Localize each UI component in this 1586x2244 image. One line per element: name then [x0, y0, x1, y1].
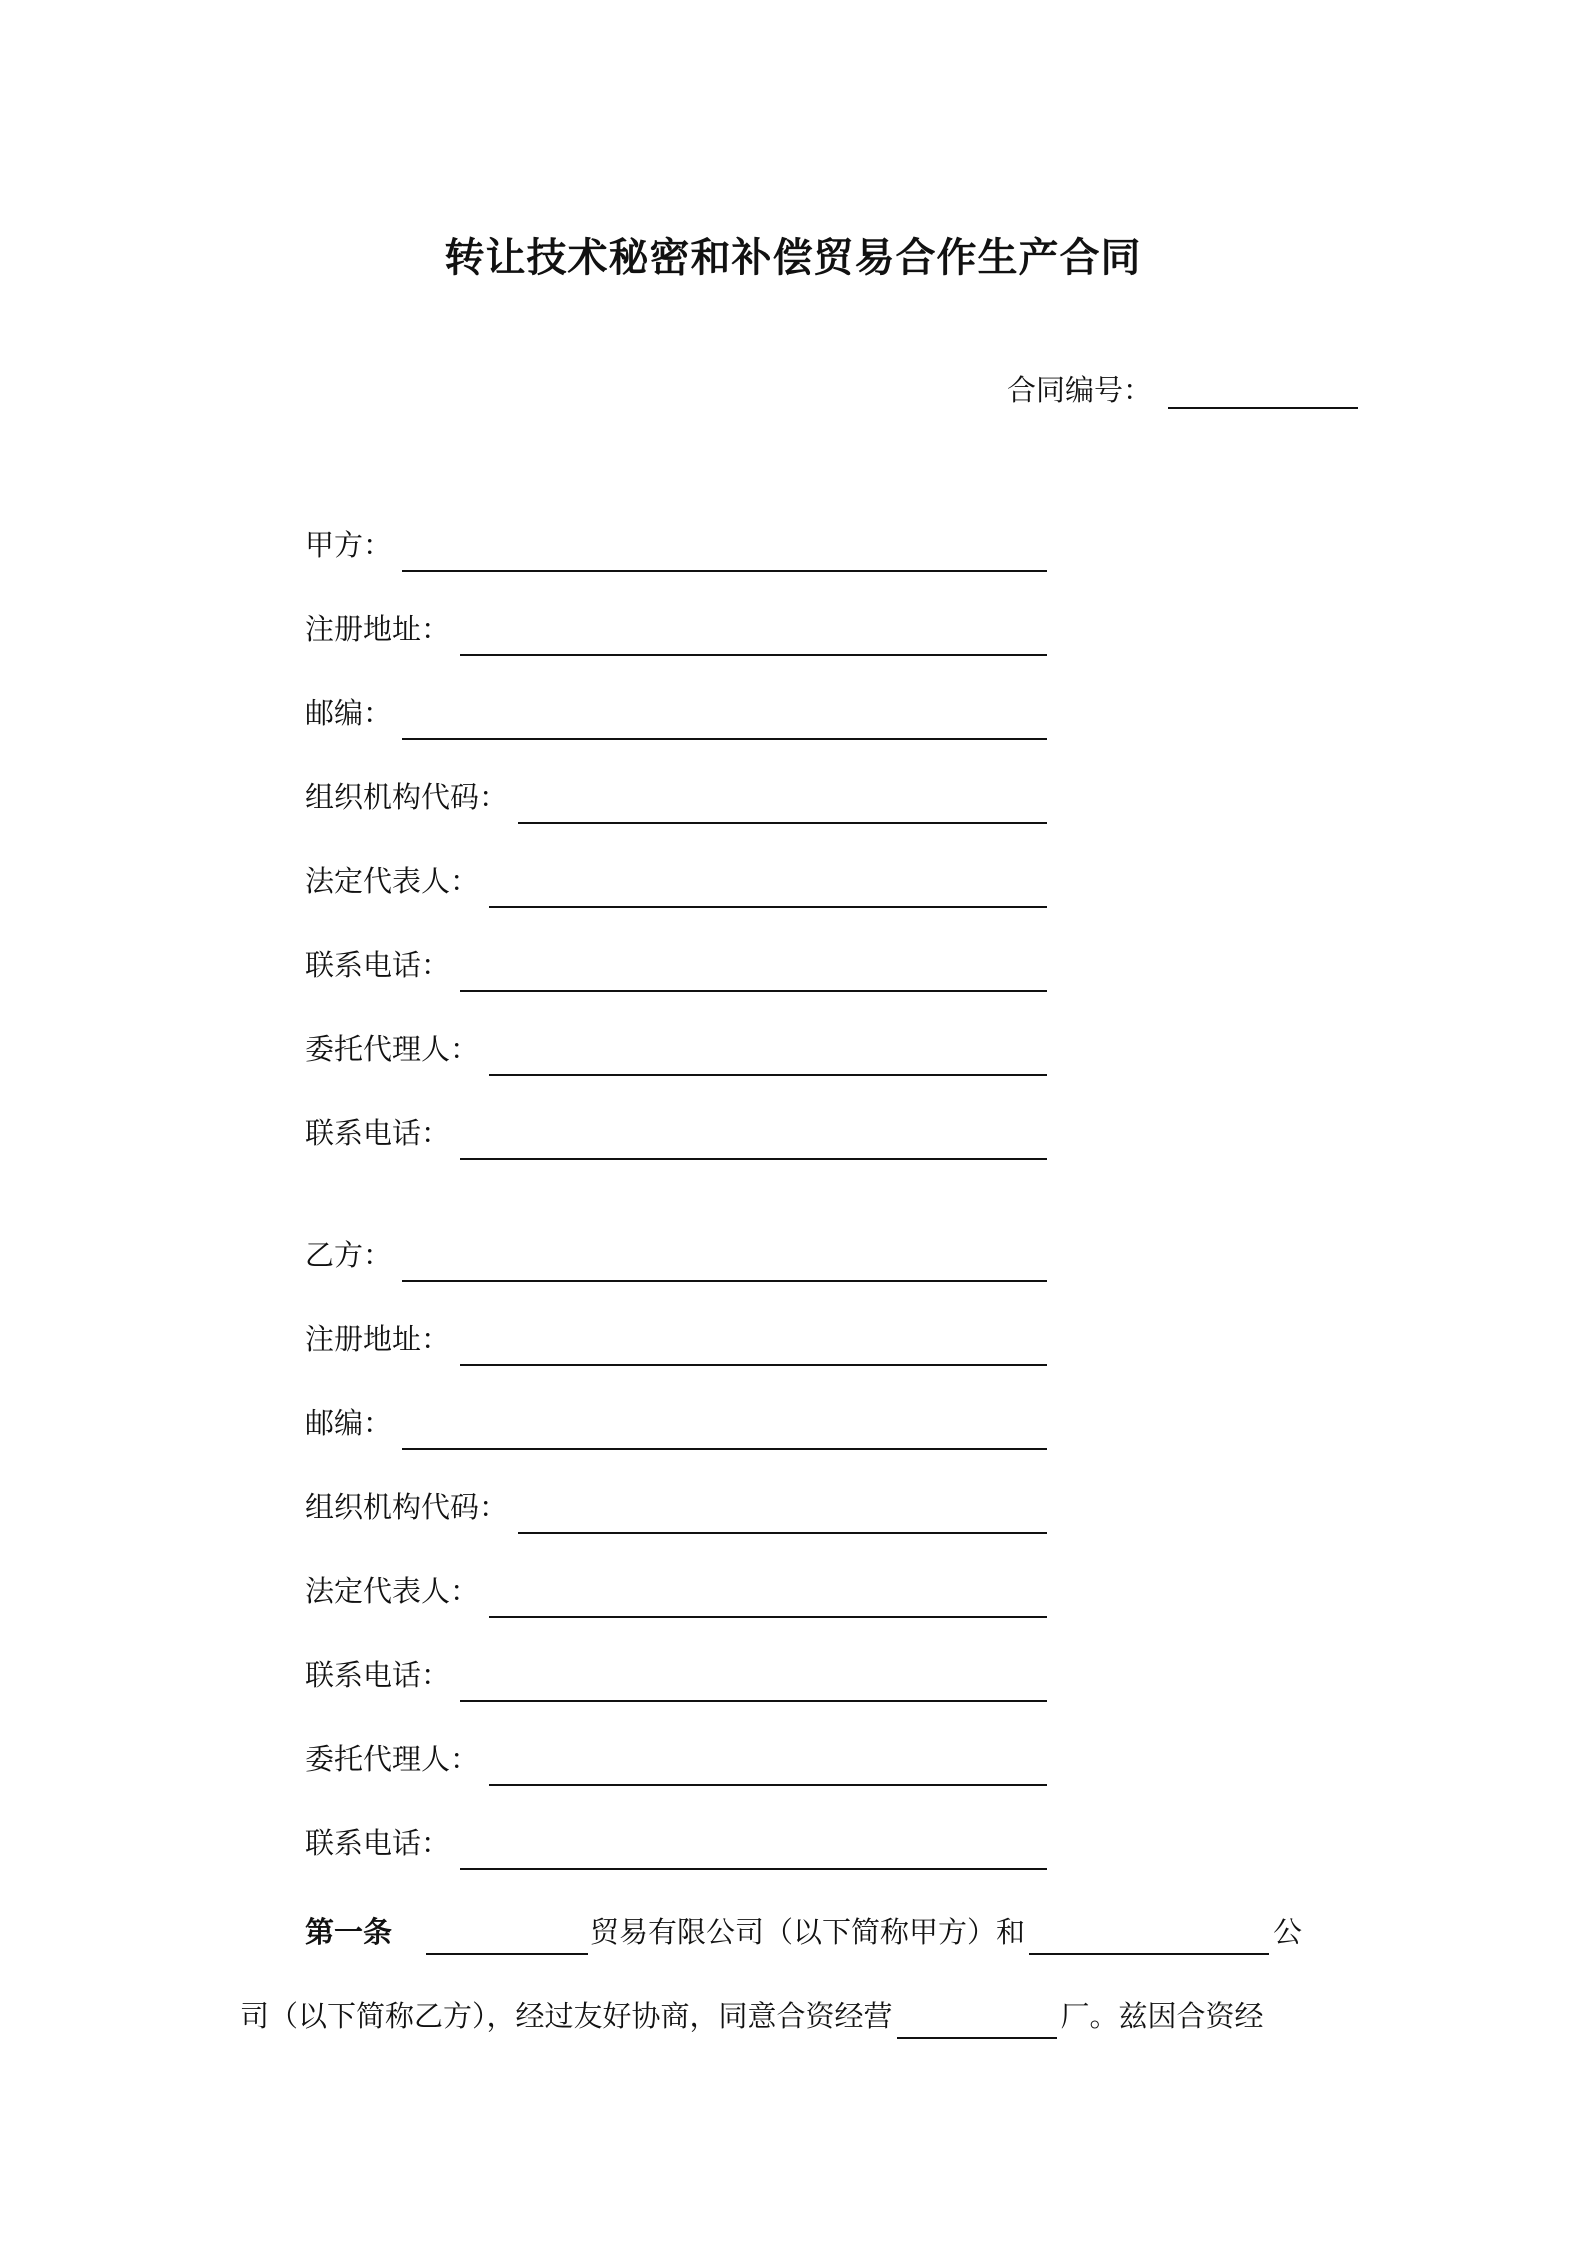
clause-1-text-b: 公	[1273, 1915, 1303, 1949]
party-b-name-row	[305, 1198, 1047, 1282]
party-a-org-code-row	[305, 740, 1047, 824]
party-b-address-row	[305, 1282, 1047, 1366]
party-a-org-code-blank[interactable]	[518, 782, 1047, 824]
clause-1-factory-blank[interactable]	[897, 2001, 1057, 2039]
clause-1-company-a-blank[interactable]	[426, 1917, 588, 1955]
party-a-legal-rep-blank[interactable]	[489, 866, 1047, 908]
party-a-name-label: 甲方：	[305, 528, 393, 562]
party-b-org-code-row	[305, 1450, 1047, 1534]
party-a-phone-row	[305, 908, 1047, 992]
contract-number-label: 合同编号：	[1006, 373, 1152, 407]
clause-1-company-b-blank[interactable]	[1029, 1917, 1269, 1955]
party-a-legal-rep-label: 法定代表人：	[305, 864, 480, 898]
party-b-postcode-blank[interactable]	[402, 1408, 1047, 1450]
party-a-legal-rep-row	[305, 824, 1047, 908]
party-a-agent-phone-blank[interactable]	[460, 1118, 1047, 1160]
clause-1-line-1	[240, 1910, 1352, 1955]
party-b-agent-phone-row	[305, 1786, 1047, 1870]
party-a-agent-phone-row	[305, 1076, 1047, 1160]
party-b-legal-rep-label: 法定代表人：	[305, 1574, 480, 1608]
party-b-address-label: 注册地址：	[305, 1322, 451, 1356]
party-b-agent-phone-label: 联系电话：	[305, 1826, 451, 1860]
party-a-name-row	[305, 488, 1047, 572]
party-a-address-label: 注册地址：	[305, 612, 451, 646]
party-a-name-blank[interactable]	[402, 530, 1047, 572]
clause-1-heading: 第一条	[305, 1915, 393, 1949]
party-a-agent-label: 委托代理人：	[305, 1032, 480, 1066]
clause-1-text-c: 司（以下简称乙方），经过友好协商，同意合资经营	[240, 1999, 893, 2033]
party-b-phone-blank[interactable]	[460, 1660, 1047, 1702]
party-a-address-row	[305, 572, 1047, 656]
party-b-agent-row	[305, 1702, 1047, 1786]
party-a-agent-blank[interactable]	[489, 1034, 1047, 1076]
party-b-agent-phone-blank[interactable]	[460, 1828, 1047, 1870]
document-title: 转让技术秘密和补偿贸易合作生产合同	[444, 235, 1142, 281]
party-a-org-code-label: 组织机构代码：	[305, 780, 509, 814]
party-a-address-blank[interactable]	[460, 614, 1047, 656]
party-a-agent-row	[305, 992, 1047, 1076]
party-a-postcode-label: 邮编：	[305, 696, 393, 730]
party-b-postcode-row	[305, 1366, 1047, 1450]
clause-1-text-d: 厂。兹因合资经	[1060, 1999, 1264, 2033]
party-b-agent-blank[interactable]	[489, 1744, 1047, 1786]
clause-1-text-a: 贸易有限公司（以下简称甲方）和	[590, 1915, 1026, 1949]
party-b-phone-row	[305, 1618, 1047, 1702]
party-b-section	[305, 1198, 1047, 1870]
party-b-legal-rep-blank[interactable]	[489, 1576, 1047, 1618]
contract-number-blank[interactable]	[1168, 371, 1358, 409]
party-a-phone-blank[interactable]	[460, 950, 1047, 992]
party-a-section	[305, 488, 1047, 1160]
party-b-address-blank[interactable]	[460, 1324, 1047, 1366]
party-b-name-blank[interactable]	[402, 1240, 1047, 1282]
party-b-org-code-blank[interactable]	[518, 1492, 1047, 1534]
party-a-postcode-row	[305, 656, 1047, 740]
party-a-phone-label: 联系电话：	[305, 948, 451, 982]
party-a-agent-phone-label: 联系电话：	[305, 1116, 451, 1150]
party-b-org-code-label: 组织机构代码：	[305, 1490, 509, 1524]
party-b-phone-label: 联系电话：	[305, 1658, 451, 1692]
party-b-legal-rep-row	[305, 1534, 1047, 1618]
clause-1-line-2	[240, 1994, 1352, 2039]
party-b-agent-label: 委托代理人：	[305, 1742, 480, 1776]
contract-number	[1007, 368, 1358, 409]
party-a-postcode-blank[interactable]	[402, 698, 1047, 740]
party-b-postcode-label: 邮编：	[305, 1406, 393, 1440]
party-b-name-label: 乙方：	[305, 1238, 393, 1272]
